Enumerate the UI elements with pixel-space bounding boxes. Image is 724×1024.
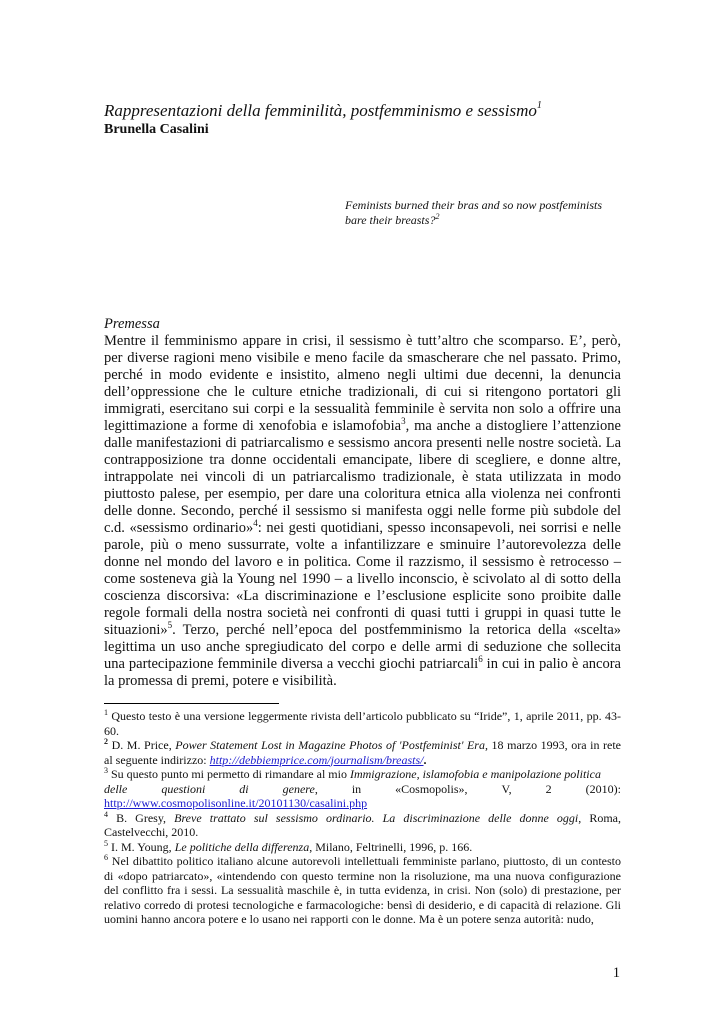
- footnote-number: 5: [104, 838, 108, 848]
- footnote-1: [104, 709, 621, 738]
- document-title: [104, 101, 644, 121]
- epigraph: [345, 198, 635, 228]
- body-paragraph: [104, 333, 621, 690]
- footnote-2: [104, 738, 621, 767]
- footnote-number: 2: [104, 737, 108, 746]
- footnote-word: V,: [501, 781, 512, 796]
- body-text-part-5: in cui in palio è ancora la promessa di premi, potere e visibilità.: [104, 656, 621, 689]
- footnote-text: 18 marzo 1993, ora in rete al seguente indirizzo:: [104, 738, 622, 767]
- footnote-separator: [104, 703, 279, 704]
- footnote-ref-3[interactable]: 3: [401, 416, 406, 426]
- footnote-cited-title: Breve trattato sul sessismo ordinario. La discriminazione delle donne oggi: [174, 810, 579, 825]
- footnote-text: , Milano, Feltrinelli, 1996, p. 166.: [309, 839, 473, 854]
- footnote-text: D. M. Price,: [108, 738, 176, 752]
- footnote-link[interactable]: http://debbiemprice.com/journalism/breasts/: [209, 752, 424, 767]
- epigraph-line-2: [345, 213, 635, 228]
- footnote-word: «Cosmopolis»,: [395, 781, 468, 796]
- footnote-word: delle: [104, 781, 128, 796]
- page-number: 1: [612, 965, 620, 981]
- footnote-word: di: [239, 781, 249, 796]
- footnote-text: .: [423, 752, 427, 767]
- footnote-text: Questo testo è una versione leggermente rivista dell’articolo pubblicato su “Iride”, 1, aprile 2011, pp. 43-60.: [104, 709, 621, 738]
- footnote-ref-5[interactable]: 5: [167, 620, 173, 630]
- epigraph-line-1: Feminists burned their bras and so now postfeminists: [345, 198, 603, 212]
- footnote-text: Nel dibattito politico italiano alcune autorevoli intellettuali femministe parlano, piuttosto, di un contesto di «dopo patriarcato», «intendendo con questo termine non la risoluzione, ma una nuova configurazione del conflitto fra i sessi. La sessualità maschile è, in tutta evidenza, in crisi. Non (solo) di prestazione, per relativo corredo di protesi tecnologiche e farmacologiche: bensì di desiderio, e di capacità di relazione. Gli uomini hanno ancora potere e lo usano nei rapporti con le donne. Ma è un potere senza autorità: nudo,: [104, 854, 621, 926]
- title-text: Rappresentazioni della femminilità, postfemminismo e sessismo: [104, 101, 537, 120]
- footnote-cited-title: Power Statement Lost in Magazine Photos of 'Postfeminist' Era,: [175, 738, 488, 752]
- footnote-number: 4: [104, 809, 108, 819]
- footnote-ref-4[interactable]: 4: [253, 518, 258, 528]
- footnote-text: I. M. Young,: [108, 839, 175, 854]
- footnote-3-line-1: [104, 767, 621, 782]
- footnote-ref-6[interactable]: 6: [478, 654, 483, 664]
- footnote-3: [104, 767, 621, 811]
- footnote-word: (2010):: [585, 781, 621, 796]
- epigraph-line-2-text: bare their breasts?: [345, 213, 436, 227]
- footnote-5: [104, 840, 621, 855]
- footnote-number: 3: [104, 766, 108, 775]
- footnote-3-line-3: [104, 796, 621, 811]
- footnote-word: questioni: [161, 781, 206, 796]
- footnote-cited-title: Le politiche della differenza: [174, 839, 310, 854]
- title-block: [104, 101, 644, 139]
- footnotes: [104, 709, 621, 927]
- epigraph-footnote-ref[interactable]: 2: [435, 212, 440, 221]
- footnote-text: , Roma, Castelvecchi, 2010.: [104, 810, 621, 839]
- footnote-cited-title: Immigrazione, islamofobia e manipolazione politica: [349, 767, 601, 781]
- footnote-number: 1: [104, 708, 108, 717]
- footnote-text: Su questo punto mi permetto di rimandare al mio: [108, 767, 350, 781]
- footnote-word: 2: [545, 781, 552, 796]
- footnote-word: ,: [314, 781, 318, 796]
- footnote-text: B. Gresy,: [108, 810, 175, 825]
- body-text-part-2: , ma anche a distogliere l’attenzione dalle manifestazioni di patriarcalismo e sessismo ancora presenti nelle nostre società. La contrapposizione tra donne occidentali emancipate, libere di scegliere, e donne altre, intrappolate nei vincoli di un patriarcalismo tradizionale, è stata utilizzata in modo piuttosto palese, per esempio, per dare una coloritura etnica alla violenza nei confronti delle donne. Secondo, perché il sessismo si manifesta oggi nelle forme più subdole del c.d. «sessismo ordinario»: [104, 418, 621, 536]
- body-text-part-1: Mentre il femminismo appare in crisi, il sessismo è tutt’altro che scomparso. E’, però, per diverse ragioni meno visibile e meno facile da smascherare che nel passato. Primo, perché in modo evidente e insistito, almeno negli ultimi due decenni, la denuncia dell’oppressione che le culture etniche tradizionali, di cui si ritengono portatori gli immigrati, esercitano sui corpi e la sessualità femminile è servita non solo a offrire una legittimazione a forme di xenofobia e islamofobia: [104, 333, 621, 434]
- section-heading: Premessa: [104, 316, 160, 332]
- footnote-word: in: [351, 781, 362, 796]
- footnote-4: [104, 811, 621, 840]
- footnote-word: genere: [282, 781, 315, 796]
- body-text-part-3: : nei gesti quotidiani, spesso inconsapevoli, nei sorrisi e nelle parole, più o meno sussurrate, volte a infantilizzare e sminuire l’autorevolezza delle donne nel mondo del lavoro e in politica. Come il razzismo, il sessismo è retrocesso – come sosteneva già la Young nel 1990 – a livello inconscio, è scivolato al di sotto della coscienza discorsiva: «La discriminazione e l’esclusione esplicite sono proibite dalle regole formali della nostra società nei confronti di quasi tutti i gruppi in quasi tutte le situazioni»: [104, 520, 621, 638]
- title-footnote-ref[interactable]: 1: [536, 100, 542, 111]
- footnote-3-line-2: [104, 782, 621, 797]
- body-text-part-4: . Terzo, perché nell’epoca del postfemminismo la retorica della «scelta» legittima un uso anche spregiudicato del corpo e delle armi di seduzione che sollecita una partecipazione femminile diversa a vecchi giochi patriarcali: [104, 622, 621, 672]
- footnote-6: [104, 854, 621, 927]
- footnote-word: [283, 782, 318, 797]
- footnote-number: 6: [104, 853, 108, 862]
- footnote-link[interactable]: http://www.cosmopolisonline.it/20101130/casalini.php: [104, 796, 368, 810]
- author-name: Brunella Casalini: [104, 122, 209, 137]
